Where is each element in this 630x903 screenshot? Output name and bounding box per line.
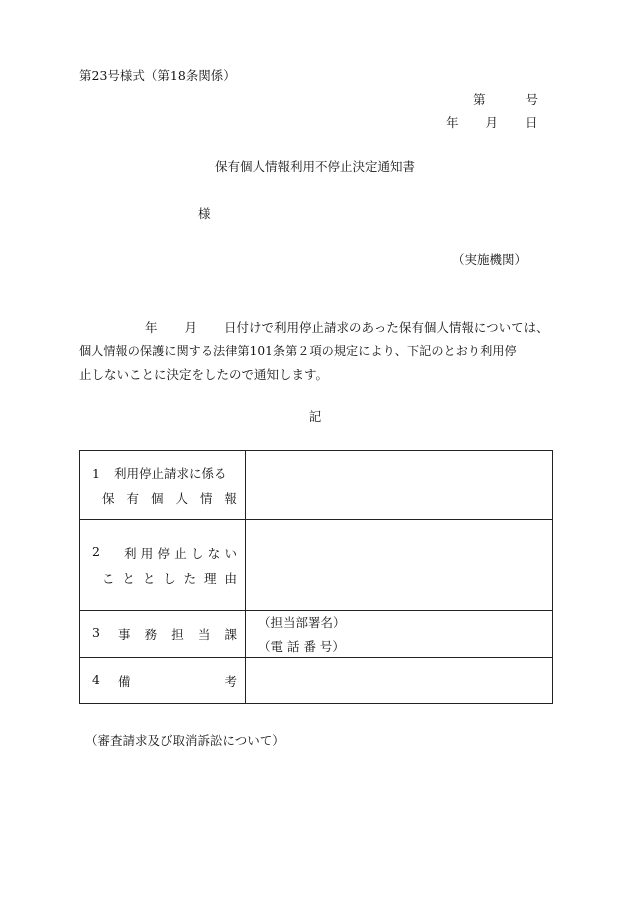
- appeal-note: （審査請求及び取消訴訟について）: [85, 733, 285, 748]
- body-year: 年: [145, 320, 158, 335]
- row2-value[interactable]: [246, 520, 553, 611]
- document-title: 保有個人情報利用不停止決定通知書: [214, 159, 415, 174]
- row2-char: と: [142, 570, 156, 586]
- row2-char: 止: [174, 545, 187, 561]
- row2-char: 停: [157, 545, 170, 561]
- row3-dept: （担当部署名）: [258, 615, 346, 630]
- body-month: 月: [184, 320, 198, 335]
- row3-label: [80, 611, 246, 658]
- row2-label: [80, 520, 246, 611]
- body-line-2: 個人情報の保護に関する法律第101条第２項の規定により、下記のとおり利用停: [79, 343, 517, 358]
- row2-char: し: [163, 570, 176, 586]
- issue-date: [446, 113, 538, 131]
- row2-char: た: [183, 570, 197, 586]
- recipient-line: 様: [198, 206, 211, 221]
- document-number: [473, 90, 538, 108]
- table-row: [80, 611, 553, 658]
- date-day: 日: [525, 115, 538, 130]
- row2-char: と: [122, 570, 135, 586]
- details-table: [79, 450, 553, 704]
- row1-line1: 利用停止請求に係る: [113, 465, 227, 481]
- row2-char: い: [224, 545, 237, 561]
- row1-char: 個: [150, 490, 164, 506]
- row3-char: 務: [144, 627, 158, 642]
- row2-char: な: [207, 545, 221, 561]
- table-row: [80, 451, 553, 520]
- notice-body: [79, 316, 559, 387]
- row2-char: 用: [140, 545, 154, 561]
- row1-char: 情: [199, 490, 213, 506]
- body-line-1-rest: 日付けで利用停止請求のあった保有個人情報については、: [224, 320, 549, 335]
- implementing-agency: （実施機関）: [452, 252, 528, 267]
- row1-label: [80, 451, 246, 520]
- row1-char: 保: [102, 490, 115, 506]
- row1-value[interactable]: [246, 451, 553, 520]
- row2-char: 由: [224, 570, 237, 586]
- row2-num: 2: [92, 543, 100, 559]
- row3-char: 事: [117, 627, 131, 642]
- row2-char: 理: [204, 570, 217, 586]
- form-number: 第23号様式（第18条関係）: [79, 68, 236, 83]
- body-line-3: 止しないことに決定をしたので通知します。: [79, 367, 329, 382]
- row2-char: こ: [102, 570, 115, 586]
- row3-char: 担: [171, 627, 184, 642]
- row1-char: 報: [224, 490, 237, 506]
- row3-value[interactable]: [246, 611, 553, 658]
- row1-char: 人: [175, 490, 188, 506]
- row3-phone: （電 話 番 号）: [258, 639, 345, 654]
- doc-no-prefix: 第: [473, 92, 486, 107]
- row4-num: 4: [92, 671, 100, 687]
- date-year: 年: [446, 115, 459, 130]
- body-line-1: [79, 316, 559, 340]
- doc-no-suffix: 号: [525, 92, 539, 107]
- row2-char: し: [190, 545, 204, 561]
- row3-num: 3: [92, 625, 100, 640]
- row4-value[interactable]: [246, 658, 553, 704]
- date-month: 月: [485, 115, 499, 130]
- row3-char: 課: [224, 627, 237, 642]
- row1-num: 1: [92, 465, 100, 481]
- table-row: [80, 658, 553, 704]
- row3-char: 当: [197, 627, 211, 642]
- ki-heading: 記: [308, 409, 322, 424]
- row2-char: 利: [123, 545, 137, 561]
- row4-char: 考: [224, 673, 237, 689]
- table-row: [80, 520, 553, 611]
- row4-char: 備: [117, 673, 131, 689]
- row4-label: [80, 658, 246, 704]
- row1-char: 有: [126, 490, 139, 506]
